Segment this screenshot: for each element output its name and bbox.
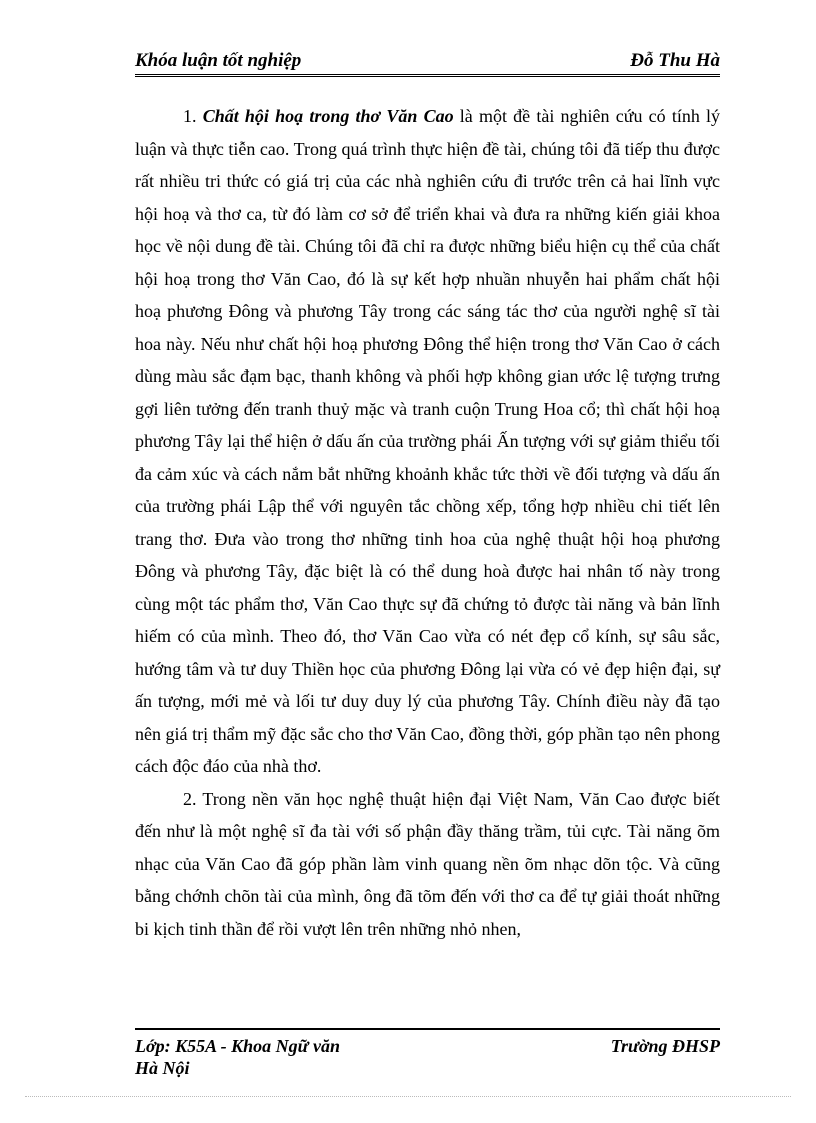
paragraph-1-title: Chất hội hoạ trong thơ Văn Cao bbox=[202, 106, 454, 126]
header-author-name: Đỗ Thu Hà bbox=[630, 50, 720, 71]
page-header bbox=[135, 48, 720, 77]
footer-class-department: Lớp: K55A - Khoa Ngữ văn bbox=[135, 1036, 340, 1056]
page-footer bbox=[135, 1028, 720, 1078]
header-thesis-label: Khóa luận tốt nghiệp bbox=[135, 50, 302, 71]
paragraph-1 bbox=[135, 100, 720, 783]
document-body bbox=[135, 100, 720, 945]
paragraph-1-number: 1. bbox=[183, 106, 203, 126]
paragraph-2: 2. Trong nền văn học nghệ thuật hiện đại Việt Nam, Văn Cao được biết đến như là một nghệ sĩ đa tài với số phận đầy thăng trầm, tủi cực. Tài năng õm nhạc của Văn Cao đã góp phần làm vinh quang nền õm nhạc dõn tộc. Và cũng bằng chớnh chõn tài của mình, ông đã tõm đến với thơ ca để tự giải thoát những bi kịch tinh thần để rồi vượt lên trên những nhỏ nhen, bbox=[135, 788, 720, 939]
page-bottom-divider bbox=[25, 1096, 791, 1097]
footer-university: Trường ĐHSP bbox=[610, 1036, 720, 1056]
paragraph-1-text: là một đề tài nghiên cứu có tính lý luận và thực tiễn cao. Trong quá trình thực hiện đề tài, chúng tôi đã tiếp thu được rất nhiều tri thức có giá trị của các nhà nghiên cứu đi trước trên cả hai lĩnh vực hội hoạ và thơ ca, từ đó làm cơ sở để triển khai và đưa ra những kiến giải khoa học về nội dung đề tài. Chúng tôi đã chỉ ra được những biểu hiện cụ thể của chất hội hoạ trong thơ Văn Cao, đó là sự kết hợp nhuần nhuyễn hai phẩm chất hội hoạ phương Đông và phương Tây trong các sáng tác thơ của người nghệ sĩ tài hoa này. Nếu như chất hội hoạ phương Đông thể hiện trong thơ Văn Cao ở cách dùng màu sắc đạm bạc, thanh không và phối hợp không gian ước lệ tượng trưng gợi liên tưởng đến tranh thuỷ mặc và tranh cuộn Trung Hoa cổ; thì chất hội hoạ phương Tây lại thể hiện ở dấu ấn của trường phái Ấn tượng với sự giảm thiểu tối đa cảm xúc và cách nắm bắt những khoảnh khắc tức thời về đối tượng và dấu ấn của trường phái Lập thể với nguyên tắc chồng xếp, tổng hợp nhiều chi tiết lên trang thơ. Đưa vào trong thơ những tinh hoa của nghệ thuật hội hoạ phương Đông và phương Tây, đặc biệt là có thể dung hoà được hai nhân tố này trong cùng một tác phẩm thơ, Văn Cao thực sự đã chứng tỏ được tài năng và bản lĩnh hiếm có của mình. Theo đó, thơ Văn Cao vừa có nét đẹp cổ kính, sự sâu sắc, hướng tâm và tư duy Thiền học của phương Đông lại vừa có vẻ đẹp hiện đại, sự ấn tượng, mới mẻ và lối tư duy duy lý của phương Tây. Chính điều này đã tạo nên giá trị thẩm mỹ đặc sắc cho thơ Văn Cao, đồng thời, góp phần tạo nên phong cách độc đáo của nhà thơ. bbox=[135, 106, 721, 776]
footer-city: Hà Nội bbox=[135, 1058, 190, 1078]
